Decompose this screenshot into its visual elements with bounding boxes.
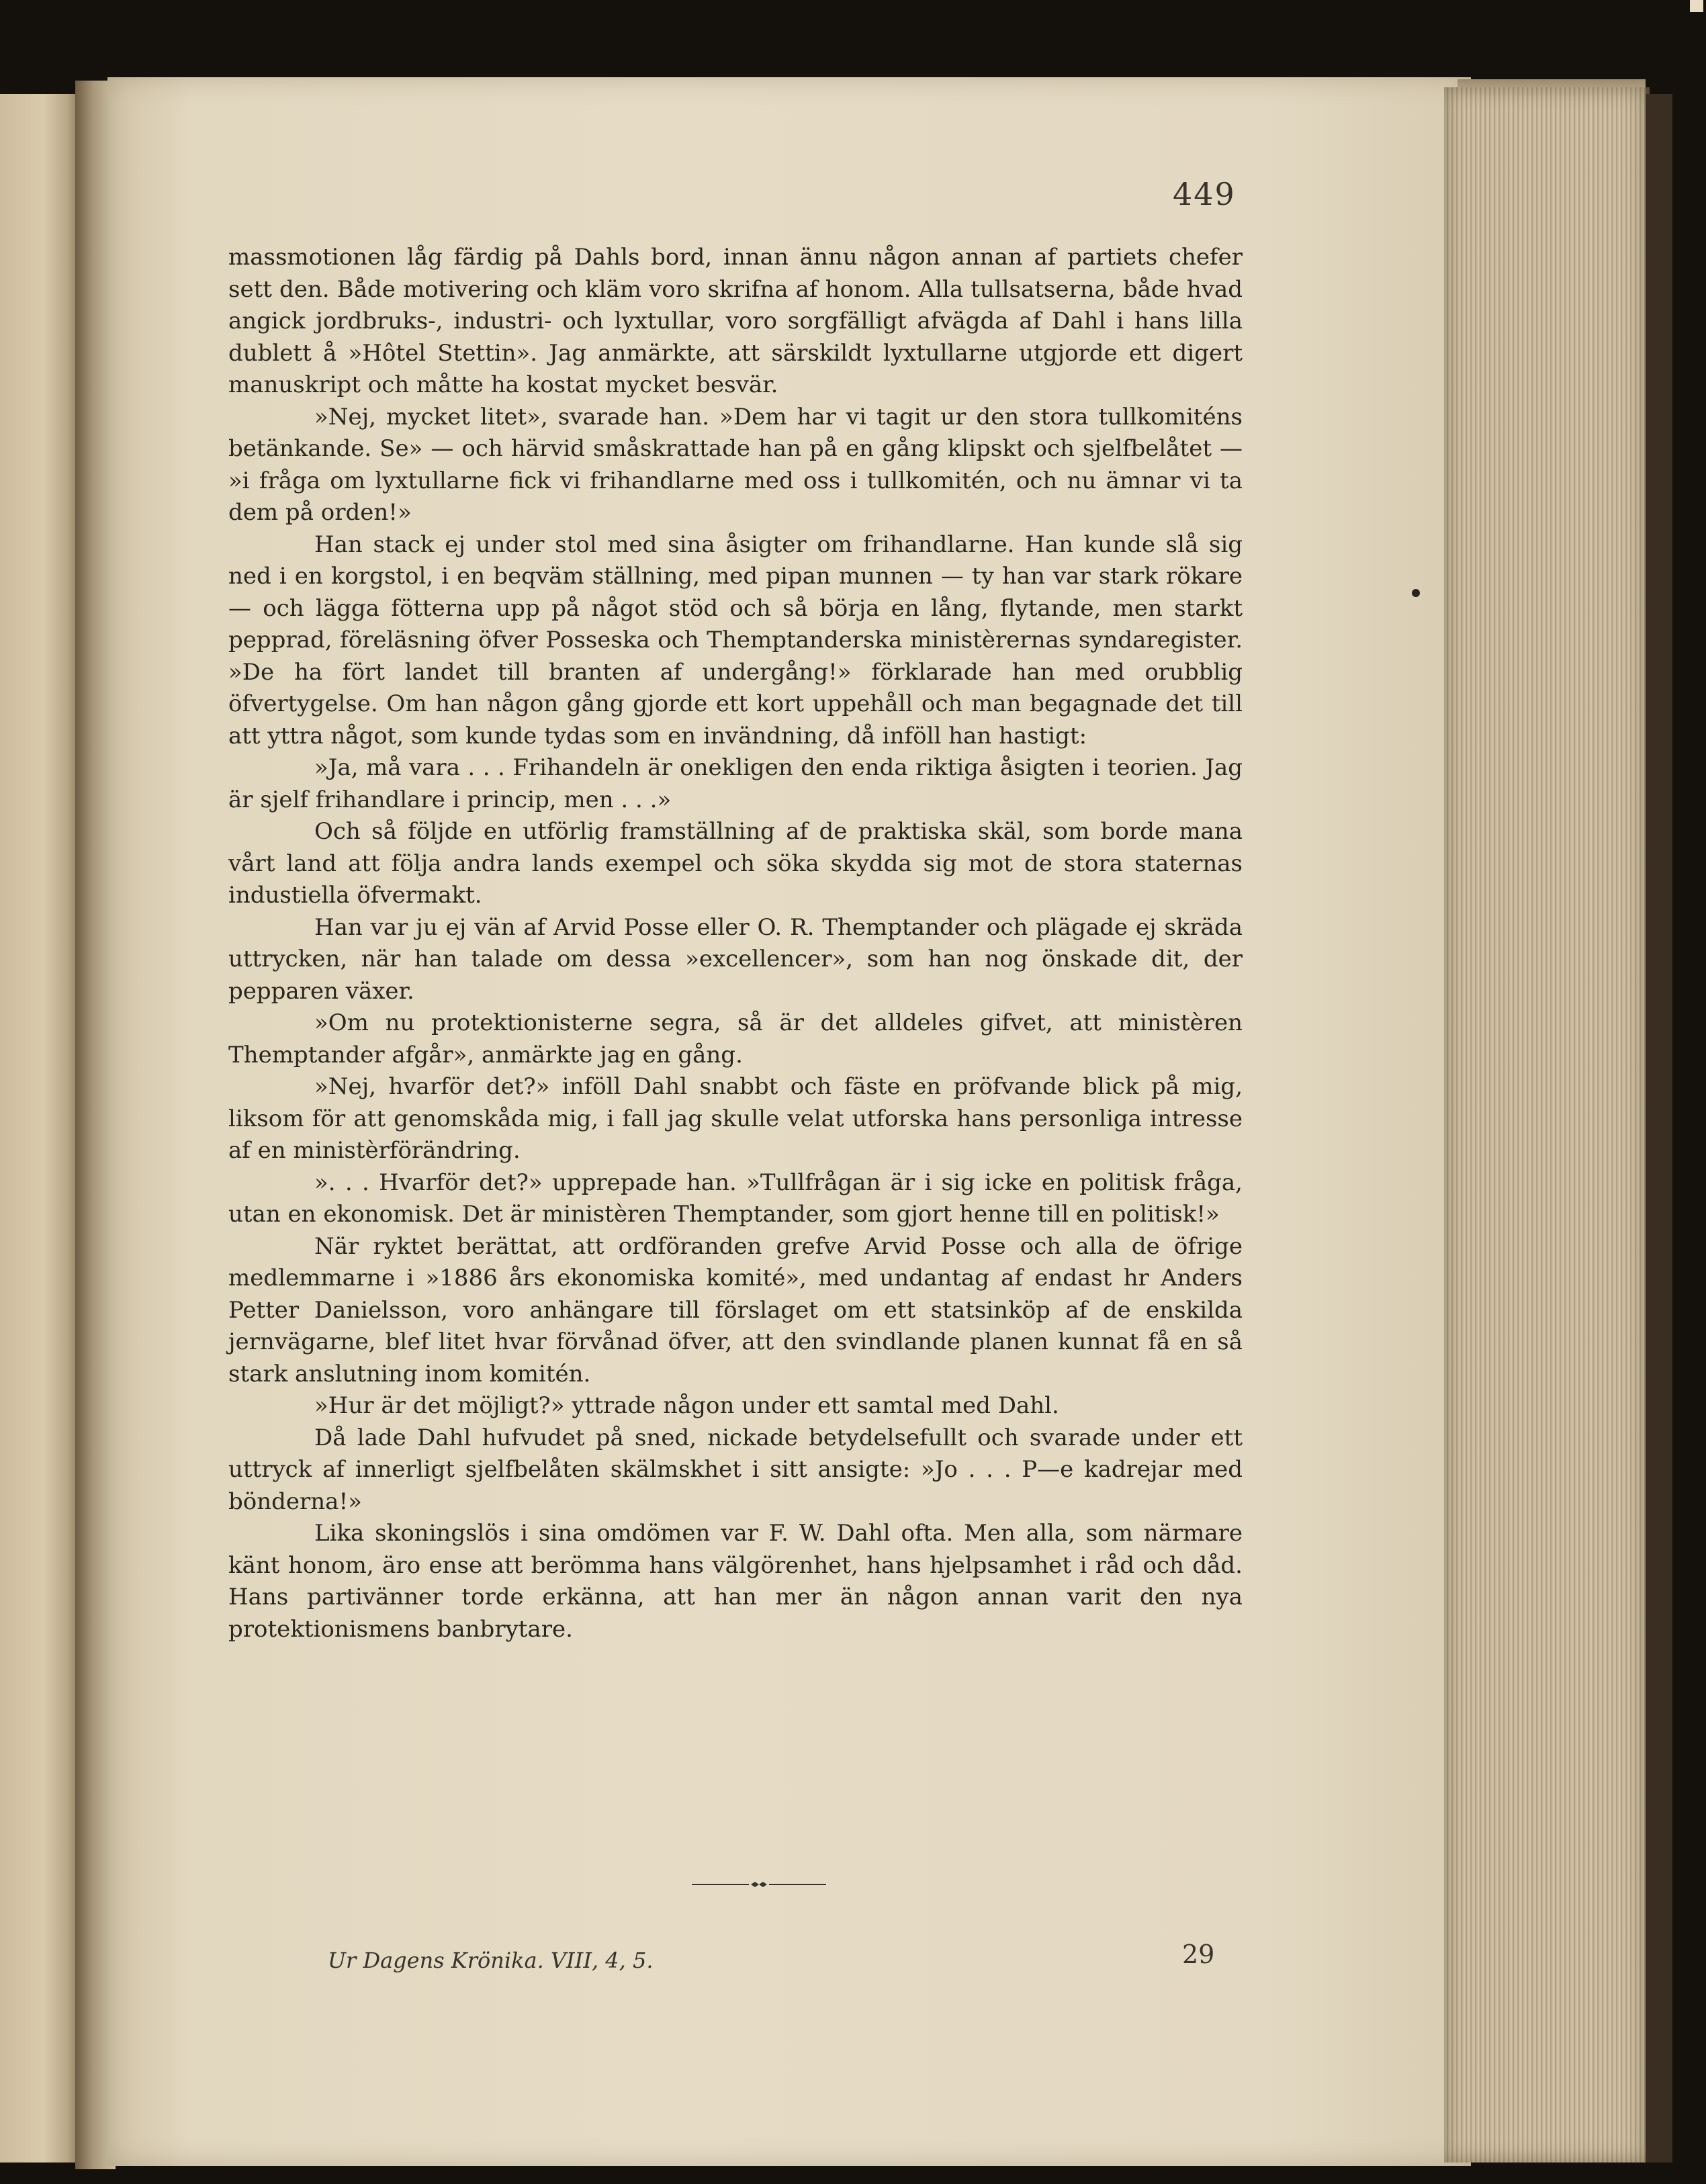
- paragraph: Lika skoningslös i sina omdömen var F. W. Dahl ofta. Men alla, som närmare känt honom, äro ense att berömma hans välgörenhet, hans hjelpsamhet i råd och dåd. Hans partivänner torde erkänna, att han mer än någon annan varit den nya protektionismens banbrytare.: [228, 1520, 1243, 1643]
- paragraph: massmotionen låg färdig på Dahls bord, innan ännu någon annan af partiets chefer sett den. Både motivering och kläm voro skrifna af honom. Alla tullsatserna, både hvad angick jordbruks-, industri- och lyxtullar, voro sorgfälligt afvägda af Dahl i hans lilla dublett å »Hôtel Stettin». Jag anmärkte, att särskildt lyxtullarne utgjorde ett digert manuskript och måtte ha kostat mycket besvär.: [228, 244, 1243, 398]
- signature-mark: 29: [1182, 1940, 1215, 1969]
- paragraph: »Nej, hvarför det?» inföll Dahl snabbt och fäste en pröfvande blick på mig, liksom för att genomskåda mig, i fall jag skulle velat utforska hans personliga intresse af en ministèrförändring.: [228, 1073, 1243, 1164]
- paragraph: Och så följde en utförlig framställning af de praktiska skäl, som borde mana vårt land att följa andra lands exempel och söka skydda sig mot de stora staternas industiella öfvermakt.: [228, 818, 1243, 909]
- page-number: 449: [1173, 176, 1236, 212]
- paragraph: »Ja, må vara . . . Frihandeln är onekligen den enda riktiga åsigten i teorien. Jag är sjelf frihandlare i princip, men . . .»: [228, 754, 1243, 813]
- left-page-edge: [0, 94, 79, 2163]
- paragraph: ». . . Hvarför det?» upprepade han. »Tullfrågan är i sig icke en politisk fråga, utan en ekonomisk. Det är ministèren Themptander, som gjort henne till en politisk!»: [228, 1169, 1243, 1228]
- paragraph: Då lade Dahl hufvudet på sned, nickade betydelsefullt och svarade under ett uttryck af innerligt sjelfbelåten skälmskhet i sitt ansigte: »Jo . . . P—e kadrejar med bönderna!»: [228, 1424, 1243, 1515]
- corner-mark: [1690, 0, 1703, 12]
- section-separator: [692, 1880, 826, 1889]
- paragraph: »Om nu protektionisterne segra, så är det alldeles gifvet, att ministèren Themptander afgår», anmärkte jag en gång.: [228, 1009, 1243, 1068]
- paragraph: Han var ju ej vän af Arvid Posse eller O. R. Themptander och plägade ej skräda uttrycken, när han talade om dessa »excellencer», som han nog önskade dit, der pepparen växer.: [228, 913, 1243, 1005]
- page-stack-edges: [1444, 87, 1650, 2163]
- paragraph: »Hur är det möjligt?» yttrade någon under ett samtal med Dahl.: [314, 1392, 1059, 1419]
- paragraph: När ryktet berättat, att ordföranden grefve Arvid Posse och alla de öfrige medlemmarne i »1886 års ekonomiska komité», med undantag af endast hr Anders Petter Danielsson, voro anhängare till förslaget om ett statsinköp af de enskilda jernvägarne, blef litet hvar förvånad öfver, att den svindlande planen kunnat få en så stark anslutning inom komitén.: [228, 1232, 1243, 1387]
- paragraph: Han stack ej under stol med sina åsigter om frihandlarne. Han kunde slå sig ned i en korgstol, i en beqväm ställning, med pipan munnen — ty han var stark rökare — och lägga fötterna upp på något stöd och så börja en lång, flytande, men starkt pepprad, föreläsning öfver Posseska och Themptanderska ministèrernas syndaregister. »De ha fört landet till branten af undergång!» förklarade han med orubblig öfvertygelse. Om han någon gång gjorde ett kort uppehåll och man begagnade det till att yttra något, som kunde tydas som en invändning, då inföll han hastigt:: [228, 531, 1243, 749]
- footer-source: Ur Dagens Krönika. VIII, 4, 5.: [328, 1948, 654, 1973]
- cover-shadow: [1646, 94, 1672, 2163]
- body-text: [228, 242, 1243, 1645]
- paragraph: »Nej, mycket litet», svarade han. »Dem har vi tagit ur den stora tullkomiténs betänkande. Se» — och härvid småskrattade han på en gång klipskt och sjelfbelåtet — »i fråga om lyxtullarne fick vi frihandlarne med oss i tullkomitén, och nu ämnar vi ta dem på orden!»: [228, 403, 1243, 526]
- ink-speck: [1412, 589, 1420, 597]
